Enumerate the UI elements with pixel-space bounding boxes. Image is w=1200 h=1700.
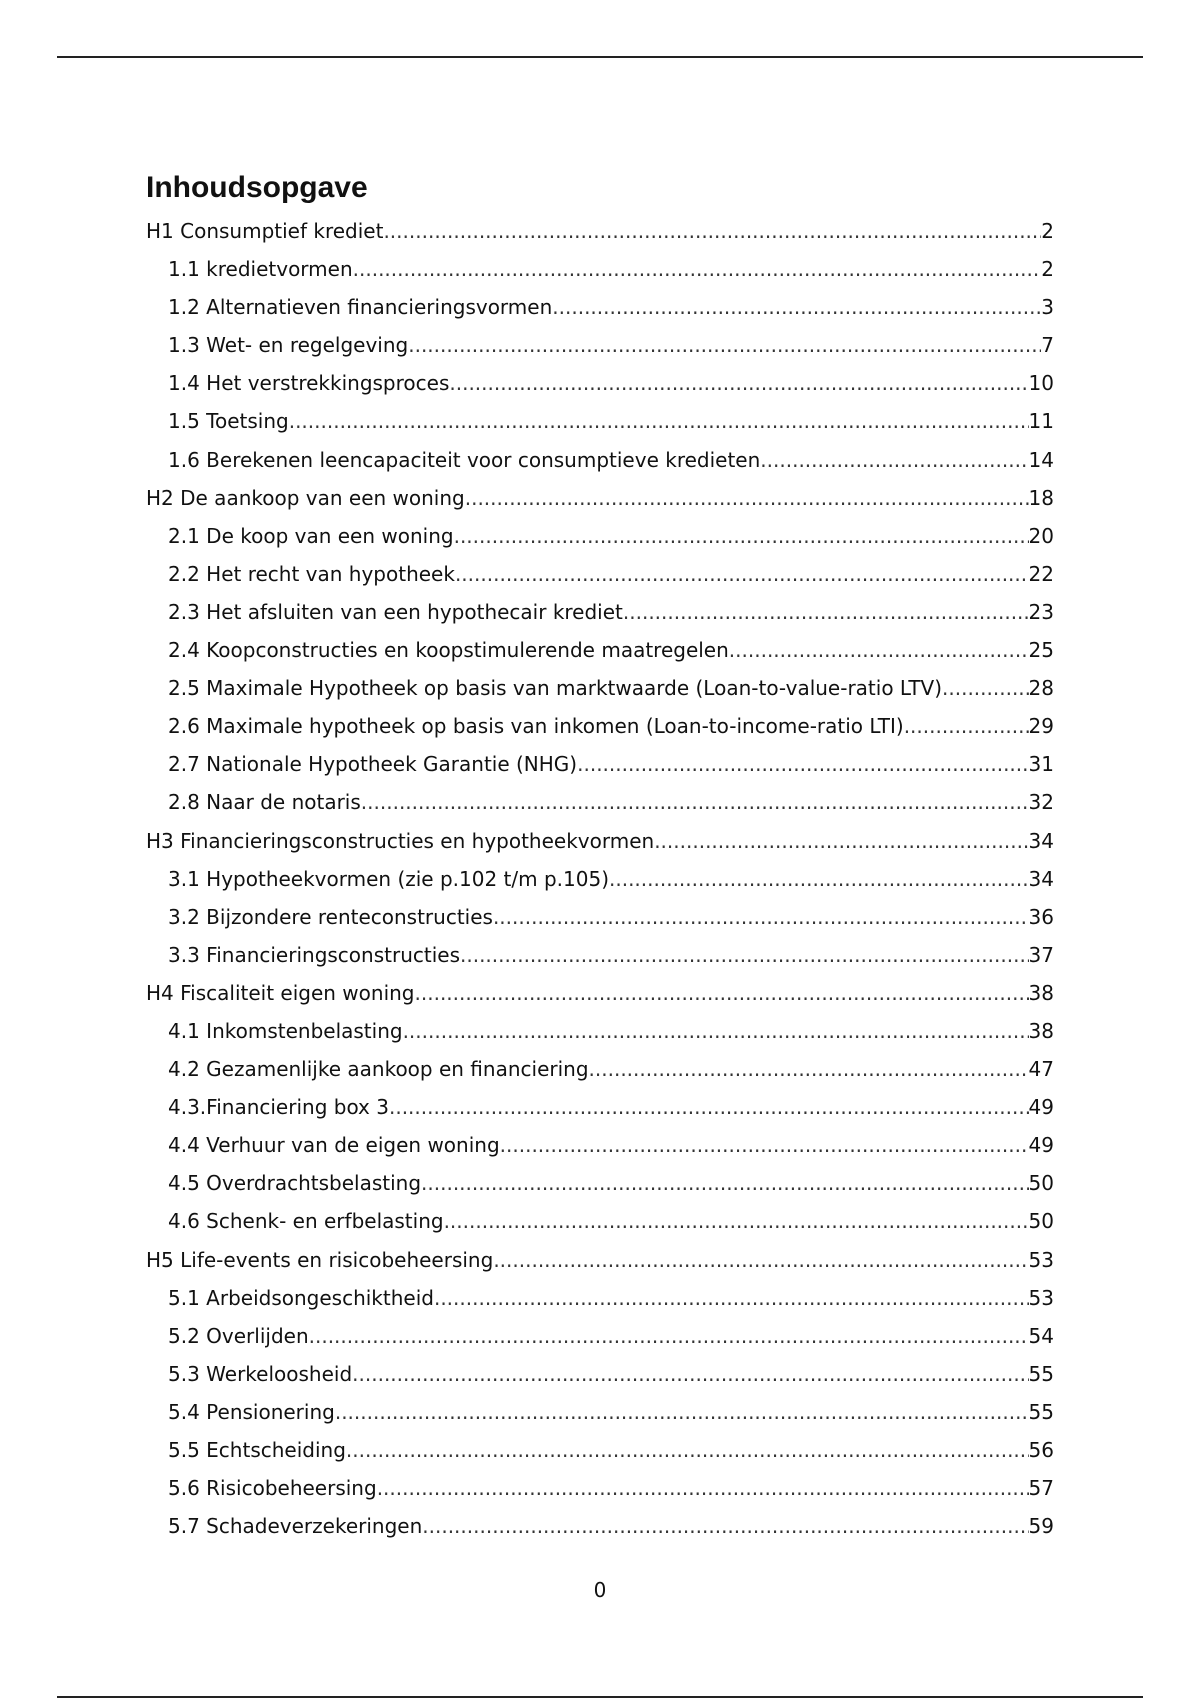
toc-section-entry[interactable] xyxy=(146,860,1054,898)
toc-section-entry[interactable] xyxy=(146,1507,1054,1545)
toc-entry-page-number: 53 xyxy=(1028,1247,1054,1272)
toc-dot-leader xyxy=(403,1012,1029,1050)
toc-section-entry[interactable] xyxy=(146,593,1054,631)
toc-entry-page-number: 28 xyxy=(1028,676,1054,701)
toc-dot-leader xyxy=(493,1241,1028,1279)
toc-dot-leader xyxy=(493,898,1029,936)
toc-section-entry[interactable] xyxy=(146,441,1054,479)
toc-dot-leader xyxy=(577,745,1028,783)
toc-section-entry[interactable] xyxy=(146,898,1054,936)
toc-dot-leader xyxy=(361,783,1029,821)
toc-entry-label: 1.3 Wet- en regelgeving xyxy=(168,333,409,358)
toc-dot-leader xyxy=(623,593,1029,631)
toc-entry-page-number: 47 xyxy=(1028,1057,1054,1082)
toc-section-entry[interactable] xyxy=(146,1469,1054,1507)
toc-entry-page-number: 50 xyxy=(1028,1209,1054,1234)
toc-entry-label: 1.4 Het verstrekkingsproces xyxy=(168,371,450,396)
toc-section-entry[interactable] xyxy=(146,1164,1054,1202)
toc-section-entry[interactable] xyxy=(146,745,1054,783)
toc-entry-page-number: 23 xyxy=(1028,599,1054,624)
toc-entry-page-number: 11 xyxy=(1028,409,1054,434)
toc-dot-leader xyxy=(760,441,1028,479)
table-of-contents xyxy=(146,168,1054,1545)
toc-entry-page-number: 22 xyxy=(1028,561,1054,586)
toc-entry-page-number: 2 xyxy=(1041,257,1054,282)
toc-entry-label: 1.5 Toetsing xyxy=(168,409,289,434)
toc-section-entry[interactable] xyxy=(146,402,1054,440)
toc-entry-page-number: 49 xyxy=(1028,1133,1054,1158)
toc-entry-page-number: 56 xyxy=(1028,1438,1054,1462)
toc-section-entry[interactable] xyxy=(146,1279,1054,1317)
toc-entry-label: 5.4 Pensionering xyxy=(168,1399,335,1424)
toc-entry-page-number: 36 xyxy=(1028,904,1054,929)
toc-dot-leader xyxy=(383,212,1041,250)
toc-entry-page-number: 49 xyxy=(1028,1095,1054,1120)
toc-section-entry[interactable] xyxy=(146,1317,1054,1355)
toc-section-entry[interactable] xyxy=(146,1012,1054,1050)
toc-entry-label: 1.1 kredietvormen xyxy=(168,257,353,282)
toc-section-entry[interactable] xyxy=(146,1202,1054,1240)
toc-entry-page-number: 37 xyxy=(1028,942,1054,967)
toc-entry-page-number: 57 xyxy=(1028,1476,1054,1501)
toc-entry-page-number: 38 xyxy=(1028,1018,1054,1043)
toc-dot-leader xyxy=(353,250,1042,288)
toc-entry-label: 1.2 Alternatieven financieringsvormen xyxy=(168,295,553,320)
toc-dot-leader xyxy=(904,707,1029,745)
toc-section-entry[interactable] xyxy=(146,1088,1054,1126)
toc-dot-leader xyxy=(289,402,1029,440)
toc-entry-label: 2.2 Het recht van hypotheek xyxy=(168,561,455,586)
toc-entry-page-number: 50 xyxy=(1028,1171,1054,1196)
toc-dot-leader xyxy=(729,631,1029,669)
toc-entry-label: 2.6 Maximale hypotheek op basis van inkomen (Loan-to-income-ratio LTI) xyxy=(168,714,904,739)
footer-rule xyxy=(57,1696,1143,1698)
toc-section-entry[interactable] xyxy=(146,517,1054,555)
toc-section-entry[interactable] xyxy=(146,326,1054,364)
toc-entry-page-number: 7 xyxy=(1041,333,1054,358)
header-rule xyxy=(57,56,1143,58)
toc-entry-label: H1 Consumptief krediet xyxy=(146,219,384,243)
toc-dot-leader xyxy=(421,1164,1029,1202)
toc-entry-page-number: 54 xyxy=(1028,1323,1054,1348)
toc-entry-list xyxy=(146,212,1054,1545)
toc-entry-page-number: 38 xyxy=(1028,980,1054,1005)
toc-entry-label: 2.7 Nationale Hypotheek Garantie (NHG) xyxy=(168,752,578,777)
toc-entry-page-number: 20 xyxy=(1028,523,1054,548)
toc-title: Inhoudsopgave xyxy=(146,171,368,204)
toc-entry-label: 1.6 Berekenen leencapaciteit voor consumptieve kredieten xyxy=(168,447,761,472)
toc-entry-page-number: 31 xyxy=(1028,752,1054,777)
toc-dot-leader xyxy=(609,860,1029,898)
toc-section-entry[interactable] xyxy=(146,783,1054,821)
toc-entry-page-number: 10 xyxy=(1028,371,1054,396)
toc-section-entry[interactable] xyxy=(146,250,1054,288)
toc-entry-label: 4.5 Overdrachtsbelasting xyxy=(168,1171,422,1196)
toc-entry-label: 5.5 Echtscheiding xyxy=(168,1438,346,1462)
toc-section-entry[interactable] xyxy=(146,1050,1054,1088)
toc-entry-label: 2.1 De koop van een woning xyxy=(168,523,454,548)
toc-dot-leader xyxy=(444,1202,1029,1240)
toc-chapter-entry[interactable] xyxy=(146,479,1054,517)
toc-section-entry[interactable] xyxy=(146,936,1054,974)
toc-section-entry[interactable] xyxy=(146,1431,1054,1469)
toc-section-entry[interactable] xyxy=(146,1126,1054,1164)
toc-entry-page-number: 32 xyxy=(1028,790,1054,815)
toc-entry-page-number: 25 xyxy=(1028,638,1054,663)
toc-dot-leader xyxy=(654,822,1028,860)
toc-entry-label: 4.6 Schenk- en erfbelasting xyxy=(168,1209,444,1234)
toc-entry-page-number: 59 xyxy=(1028,1514,1054,1539)
toc-entry-label: H2 De aankoop van een woning xyxy=(146,485,465,510)
toc-dot-leader xyxy=(454,517,1029,555)
toc-dot-leader xyxy=(352,1355,1028,1393)
toc-dot-leader xyxy=(389,1088,1029,1126)
toc-entry-label: 5.1 Arbeidsongeschiktheid xyxy=(168,1285,434,1310)
toc-dot-leader xyxy=(589,1050,1029,1088)
toc-chapter-entry[interactable] xyxy=(146,1241,1054,1279)
toc-dot-leader xyxy=(434,1279,1029,1317)
toc-entry-label: 4.4 Verhuur van de eigen woning xyxy=(168,1133,500,1158)
toc-entry-label: 2.5 Maximale Hypotheek op basis van marktwaarde (Loan-to-value-ratio LTV) xyxy=(168,676,943,701)
toc-dot-leader xyxy=(449,364,1028,402)
toc-section-entry[interactable] xyxy=(146,1393,1054,1431)
toc-entry-label: 3.3 Financieringsconstructies xyxy=(168,942,460,967)
toc-entry-page-number: 2 xyxy=(1041,219,1054,243)
toc-entry-label: 2.3 Het afsluiten van een hypothecair krediet xyxy=(168,599,623,624)
toc-section-entry[interactable] xyxy=(146,288,1054,326)
toc-dot-leader xyxy=(346,1431,1029,1469)
toc-entry-page-number: 55 xyxy=(1028,1361,1054,1386)
toc-dot-leader xyxy=(415,974,1029,1012)
toc-entry-label: 5.7 Schadeverzekeringen xyxy=(168,1514,423,1539)
toc-entry-page-number: 53 xyxy=(1028,1285,1054,1310)
toc-section-entry[interactable] xyxy=(146,1355,1054,1393)
toc-section-entry[interactable] xyxy=(146,707,1054,745)
toc-entry-label: H5 Life-events en risicobeheersing xyxy=(146,1247,494,1272)
toc-entry-page-number: 3 xyxy=(1041,295,1054,320)
toc-entry-label: 5.3 Werkeloosheid xyxy=(168,1361,353,1386)
toc-section-entry[interactable] xyxy=(146,631,1054,669)
toc-dot-leader xyxy=(377,1469,1029,1507)
toc-dot-leader xyxy=(942,669,1029,707)
toc-entry-page-number: 18 xyxy=(1028,485,1054,510)
toc-section-entry[interactable] xyxy=(146,669,1054,707)
toc-entry-label: H4 Fiscaliteit eigen woning xyxy=(146,980,415,1005)
toc-dot-leader xyxy=(500,1126,1029,1164)
toc-entry-page-number: 55 xyxy=(1028,1399,1054,1424)
toc-chapter-entry[interactable] xyxy=(146,974,1054,1012)
toc-entry-label: 3.1 Hypotheekvormen (zie p.102 t/m p.105) xyxy=(168,866,609,891)
toc-entry-label: 4.3.Financiering box 3 xyxy=(168,1095,389,1120)
toc-entry-label: 3.2 Bijzondere renteconstructies xyxy=(168,904,493,929)
toc-chapter-entry[interactable] xyxy=(146,822,1054,860)
toc-section-entry[interactable] xyxy=(146,364,1054,402)
toc-entry-label: 5.6 Risicobeheersing xyxy=(168,1476,377,1501)
toc-entry-label: H3 Financieringsconstructies en hypotheekvormen xyxy=(146,828,655,853)
toc-entry-page-number: 29 xyxy=(1028,714,1054,739)
toc-entry-page-number: 34 xyxy=(1028,828,1054,853)
toc-entry-page-number: 34 xyxy=(1028,866,1054,891)
toc-dot-leader xyxy=(455,555,1029,593)
toc-dot-leader xyxy=(335,1393,1029,1431)
toc-dot-leader xyxy=(309,1317,1029,1355)
toc-dot-leader xyxy=(460,936,1029,974)
toc-dot-leader xyxy=(408,326,1041,364)
toc-section-entry[interactable] xyxy=(146,555,1054,593)
toc-entry-label: 2.8 Naar de notaris xyxy=(168,790,361,815)
toc-entry-label: 2.4 Koopconstructies en koopstimulerende maatregelen xyxy=(168,638,729,663)
toc-dot-leader xyxy=(552,288,1041,326)
page-number: 0 xyxy=(593,1578,607,1602)
toc-dot-leader xyxy=(465,479,1029,517)
toc-entry-label: 4.2 Gezamenlijke aankoop en financiering xyxy=(168,1057,589,1082)
toc-chapter-entry[interactable] xyxy=(146,212,1054,250)
toc-dot-leader xyxy=(422,1507,1028,1545)
toc-entry-label: 5.2 Overlijden xyxy=(168,1323,309,1348)
toc-entry-label: 4.1 Inkomstenbelasting xyxy=(168,1018,403,1043)
toc-entry-page-number: 14 xyxy=(1028,447,1054,472)
